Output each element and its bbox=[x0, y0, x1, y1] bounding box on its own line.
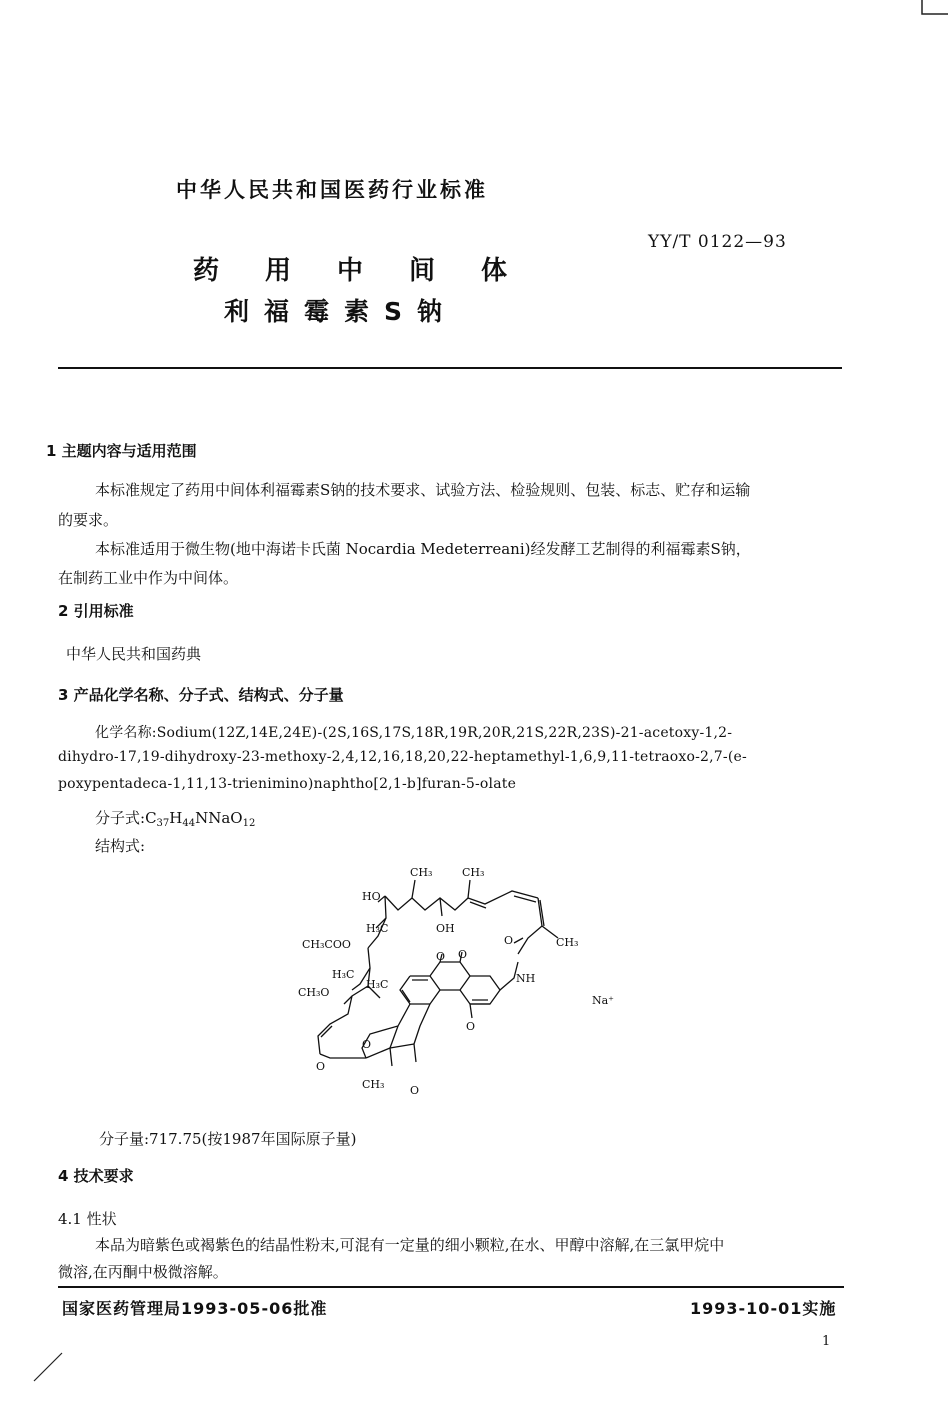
label-ch3coo: CH₃COO bbox=[302, 938, 351, 951]
chemical-name-line-3: poxypentadeca-1,11,13-trienimino)naphtho[2,1-b]furan-5-olate bbox=[58, 776, 517, 792]
standard-code: YY/T 0122—93 bbox=[648, 232, 787, 252]
label-o-quinone-1: O bbox=[436, 950, 446, 963]
label-o-quinone-2: O bbox=[458, 948, 468, 961]
label-h3c-b: H₃C bbox=[332, 968, 355, 981]
section-4-1-line-1: 本品为暗紫色或褐紫色的结晶性粉末,可混有一定量的细小颗粒,在水、甲醇中溶解,在三氯甲烷中 bbox=[95, 1236, 725, 1254]
issuing-body-title: 中华人民共和国医药行业标准 bbox=[176, 178, 488, 202]
header-divider bbox=[58, 367, 842, 369]
formula-o-count: 12 bbox=[242, 818, 256, 829]
molecular-formula bbox=[95, 804, 255, 832]
chemical-name-line-1: 化学名称:Sodium(12Z,14E,24E)-(2S,16S,17S,18R,19R,20R,21S,22R,23S)-21-acetoxy-1,2- bbox=[95, 725, 733, 741]
page-number: 1 bbox=[822, 1334, 831, 1349]
label-ch3o: CH₃O bbox=[298, 986, 330, 999]
document-title-line2: 利福霉素S钠 bbox=[224, 297, 458, 326]
label-ho: HO bbox=[362, 890, 381, 903]
footer-divider bbox=[58, 1286, 844, 1288]
section-1-paragraph-1-line-1: 本标准规定了药用中间体利福霉素S钠的技术要求、试验方法、检验规则、包装、标志、贮存和运输 bbox=[95, 481, 751, 499]
section-3-heading: 3 产品化学名称、分子式、结构式、分子量 bbox=[58, 686, 344, 704]
label-oh: OH bbox=[436, 922, 455, 935]
label-h3c-a: H₃C bbox=[366, 922, 389, 935]
referenced-standard-item: 中华人民共和国药典 bbox=[66, 645, 202, 663]
label-ch3-b: CH₃ bbox=[462, 866, 485, 879]
section-1-paragraph-1-line-2: 的要求。 bbox=[58, 511, 119, 529]
formula-label: 分子式: bbox=[95, 809, 146, 827]
label-nh: NH bbox=[516, 972, 536, 985]
chemical-name-line-2: dihydro-17,19-dihydroxy-23-methoxy-2,4,12,16,18,20,22-heptamethyl-1,6,9,11-tetraoxo-2,7-(e- bbox=[58, 749, 747, 765]
effective-date: 1993-10-01实施 bbox=[690, 1299, 837, 1318]
formula-c-count: 37 bbox=[156, 818, 170, 829]
label-o-amide: O bbox=[504, 934, 514, 947]
label-h3c-c: H₃C bbox=[366, 978, 389, 991]
label-o-ring: O bbox=[362, 1038, 372, 1051]
section-4-1-line-2: 微溶,在丙酮中极微溶解。 bbox=[58, 1263, 228, 1281]
label-ch3-a: CH₃ bbox=[410, 866, 433, 879]
label-o-quinone-3: O bbox=[466, 1020, 476, 1033]
section-1-paragraph-2-line-1: 本标准适用于微生物(地中海诺卡氏菌 Nocardia Medeterreani)经发酵工艺制得的利福霉素S钠， bbox=[95, 540, 751, 558]
section-4-heading: 4 技术要求 bbox=[58, 1167, 134, 1185]
section-1-heading: 1 主题内容与适用范围 bbox=[46, 442, 197, 460]
scan-corner-mark bbox=[910, 0, 950, 20]
label-o-furan: O bbox=[316, 1060, 326, 1073]
label-ch3-d: CH₃ bbox=[362, 1078, 385, 1091]
formula-h: H bbox=[169, 809, 183, 827]
approval-statement: 国家医药管理局1993-05-06批准 bbox=[62, 1299, 328, 1318]
document-title-line1: 药用中间体 bbox=[193, 256, 554, 286]
structure-label: 结构式: bbox=[95, 837, 146, 855]
formula-rest: NNaO bbox=[195, 809, 243, 827]
label-na: Na⁺ bbox=[592, 994, 614, 1007]
scan-pen-stroke bbox=[30, 1345, 70, 1385]
label-o-keto: O bbox=[410, 1084, 420, 1097]
structural-formula-diagram bbox=[290, 858, 630, 1110]
formula-h-count: 44 bbox=[182, 818, 196, 829]
molecular-weight: 分子量:717.75(按1987年国际原子量) bbox=[99, 1130, 357, 1148]
label-ch3-c: CH₃ bbox=[556, 936, 579, 949]
section-4-1-heading: 4.1 性状 bbox=[58, 1210, 117, 1228]
formula-c: C bbox=[145, 809, 157, 827]
section-1-paragraph-2-line-2: 在制药工业中作为中间体。 bbox=[58, 569, 239, 587]
section-2-heading: 2 引用标准 bbox=[58, 602, 134, 620]
